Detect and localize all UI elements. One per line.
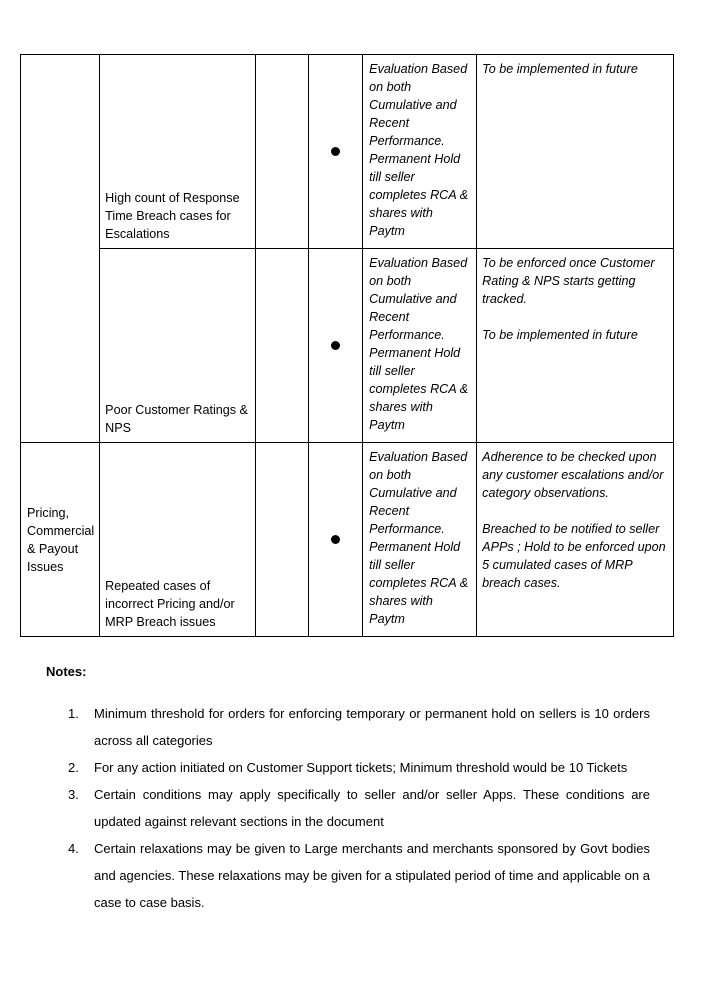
remark-text: Adherence to be checked upon any customer escalations and/or category observations. [482,450,664,500]
remarks-cell [477,249,674,443]
list-item [68,835,650,916]
issue-cell: Poor Customer Ratings & NPS [100,249,256,443]
list-item [68,781,650,835]
notes-list [68,700,650,916]
notes-heading: Notes: [46,664,87,679]
policy-table [20,54,674,637]
list-item [68,754,650,781]
bullet-cell [309,443,363,637]
note-text: Certain conditions may apply specifically to seller and/or seller Apps. These conditions are updated against relevant sections in the document [94,787,650,829]
bullet-icon [331,147,340,156]
note-text: For any action initiated on Customer Support tickets; Minimum threshold would be 10 Tickets [94,760,628,775]
table-row [21,443,674,637]
evaluation-cell: Evaluation Based on both Cumulative and Recent Performance. Permanent Hold till seller completes RCA & shares with Paytm [363,55,477,249]
note-number: 2. [68,760,79,775]
note-number: 4. [68,841,79,856]
remark-text: To be implemented in future [482,62,638,76]
evaluation-cell: Evaluation Based on both Cumulative and Recent Performance. Permanent Hold till seller completes RCA & shares with Paytm [363,249,477,443]
remarks-cell [477,55,674,249]
category-cell [21,55,100,443]
note-number: 3. [68,787,79,802]
remarks-cell [477,443,674,637]
note-text: Certain relaxations may be given to Large merchants and merchants sponsored by Govt bodies and agencies. These relaxations may be given for a stipulated period of time and applicable on a case to case basis. [94,841,650,910]
issue-cell: High count of Response Time Breach cases for Escalations [100,55,256,249]
empty-cell [256,249,309,443]
table-row [21,55,674,249]
bullet-cell [309,55,363,249]
empty-cell [256,443,309,637]
issue-cell: Repeated cases of incorrect Pricing and/or MRP Breach issues [100,443,256,637]
table-row [21,249,674,443]
category-cell: Pricing, Commercial & Payout Issues [21,443,100,637]
evaluation-cell: Evaluation Based on both Cumulative and Recent Performance. Permanent Hold till seller completes RCA & shares with Paytm [363,443,477,637]
list-item [68,700,650,754]
empty-cell [256,55,309,249]
bullet-icon [331,341,340,350]
note-text: Minimum threshold for orders for enforcing temporary or permanent hold on sellers is 10 orders across all categories [94,706,650,748]
remark-text: Breached to be notified to seller APPs ; Hold to be enforced upon 5 cumulated cases of MRP breach cases. [482,522,666,590]
bullet-icon [331,535,340,544]
remark-text: To be enforced once Customer Rating & NPS starts getting tracked. [482,256,655,306]
remark-text: To be implemented in future [482,328,638,342]
bullet-cell [309,249,363,443]
note-number: 1. [68,706,79,721]
